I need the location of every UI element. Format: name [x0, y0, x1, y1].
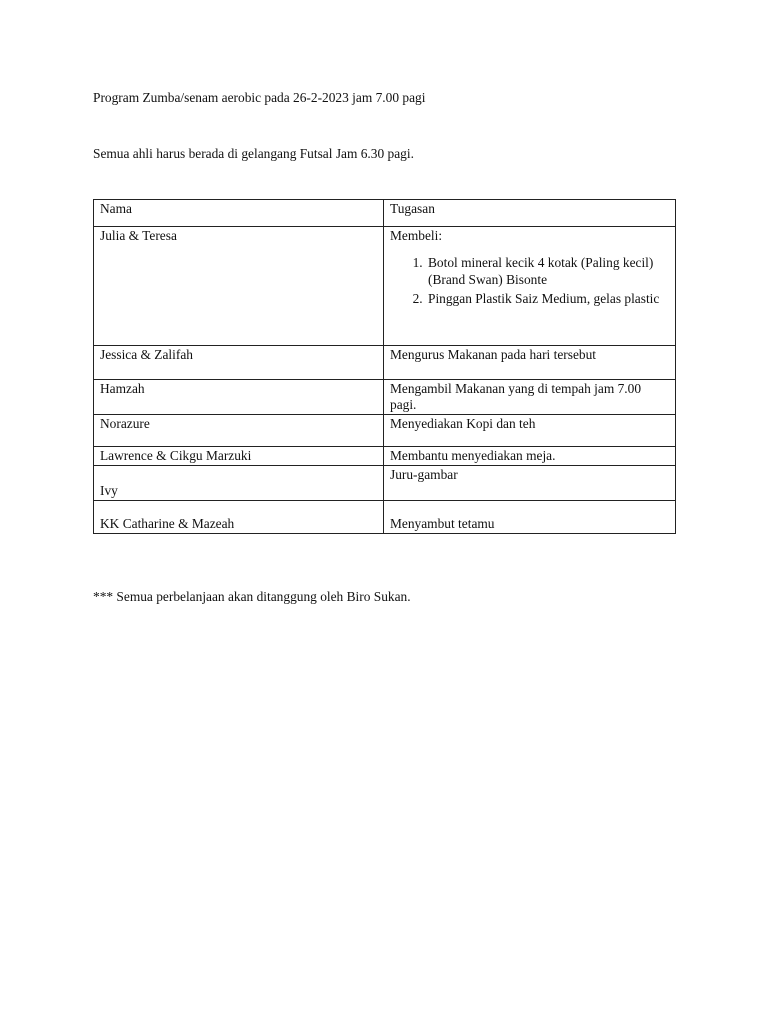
footer-note: *** Semua perbelanjaan akan ditanggung oleh Biro Sukan.	[93, 589, 411, 604]
table-row	[94, 415, 676, 447]
table-row	[94, 447, 676, 466]
row-name: Lawrence & Cikgu Marzuki	[94, 447, 384, 466]
row-name: Norazure	[94, 415, 384, 447]
table-row	[94, 380, 676, 415]
row-name: Jessica & Zalifah	[94, 346, 384, 380]
header-name: Nama	[94, 200, 384, 227]
row-task: Juru-gambar	[384, 466, 676, 501]
header-task: Tugasan	[384, 200, 676, 227]
purchase-list	[390, 254, 669, 307]
row-name	[94, 466, 384, 501]
table-row	[94, 227, 676, 346]
row-task: Membantu menyediakan meja.	[384, 447, 676, 466]
row-task: Menyediakan Kopi dan teh	[384, 415, 676, 447]
table-row	[94, 466, 676, 501]
row-task: Menyambut tetamu	[384, 501, 676, 534]
table-row	[94, 346, 676, 380]
table-header-row	[94, 200, 676, 227]
row-name: Hamzah	[94, 380, 384, 415]
row-task: Mengambil Makanan yang di tempah jam 7.00 pagi.	[384, 380, 676, 415]
row-name: KK Catharine & Mazeah	[94, 501, 384, 534]
row-name-text: Ivy	[100, 483, 118, 498]
row-task: Mengurus Makanan pada hari tersebut	[384, 346, 676, 380]
duty-table	[93, 199, 676, 534]
row-task	[384, 227, 676, 346]
purchase-item: 1. Botol mineral kecik 4 kotak (Paling kecil) (Brand Swan) Bisonte	[426, 254, 669, 288]
program-title: Program Zumba/senam aerobic pada 26-2-2023 jam 7.00 pagi	[93, 90, 426, 105]
row-name: Julia & Teresa	[94, 227, 384, 346]
task-heading: Membeli:	[390, 228, 443, 243]
table-row	[94, 501, 676, 534]
assembly-instruction: Semua ahli harus berada di gelangang Futsal Jam 6.30 pagi.	[93, 146, 414, 161]
purchase-item: 2. Pinggan Plastik Saiz Medium, gelas plastic	[426, 290, 669, 307]
